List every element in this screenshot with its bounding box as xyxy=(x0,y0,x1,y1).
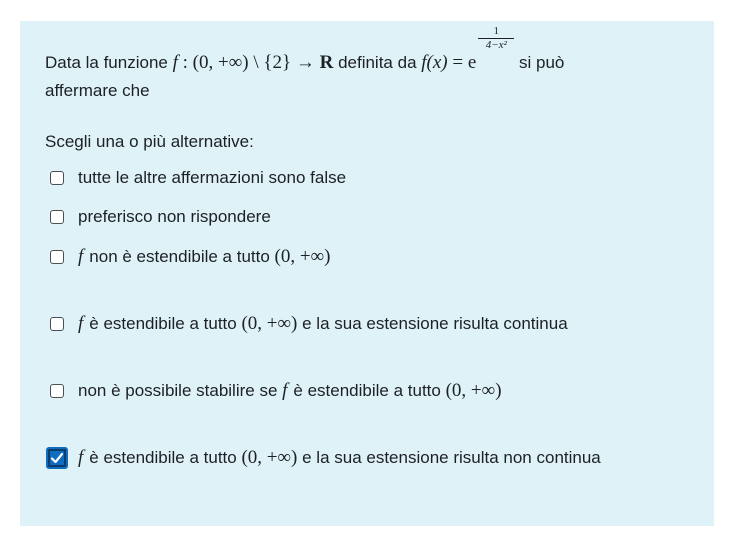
option-6-label xyxy=(78,447,601,469)
option-3-checkbox[interactable] xyxy=(50,250,64,264)
defined-by-text: definita da xyxy=(333,53,422,72)
option-3-text: non è estendibile a tutto xyxy=(89,247,270,266)
option-6-tail: e la sua estensione risulta non continua xyxy=(297,448,601,467)
option-4-checkbox[interactable] xyxy=(50,317,64,331)
question-line2: affermare che xyxy=(45,81,150,100)
option-4-interval: (0, +∞) xyxy=(241,313,298,334)
option-3-interval: (0, +∞) xyxy=(274,246,331,267)
option-4-f: f xyxy=(78,313,84,334)
option-4-text: è estendibile a tutto xyxy=(89,314,237,333)
option-1-label: tutte le altre affermazioni sono false xyxy=(78,168,347,187)
exponent-denominator: 4−x² xyxy=(485,39,507,51)
option-6[interactable] xyxy=(50,447,601,469)
option-6-interval: (0, +∞) xyxy=(241,447,298,468)
option-5-interval: (0, +∞) xyxy=(445,380,502,401)
option-2-checkbox[interactable] xyxy=(50,210,64,224)
exponent-fraction xyxy=(476,25,514,68)
option-4-label xyxy=(78,313,568,335)
answer-prompt: Scegli una o più alternative: xyxy=(45,132,254,151)
question-intro: Data la funzione xyxy=(45,53,168,72)
option-5-label xyxy=(78,380,502,402)
function-expression: f(x) xyxy=(421,52,448,73)
option-4[interactable] xyxy=(50,313,568,335)
equals-e: = e xyxy=(447,52,477,73)
option-6-checkbox-checked[interactable] xyxy=(46,447,68,469)
option-5-text2: è estendibile a tutto xyxy=(293,381,441,400)
function-codomain: R xyxy=(319,52,334,73)
option-5-f: f xyxy=(282,380,288,401)
option-6-text: è estendibile a tutto xyxy=(89,448,237,467)
option-5-checkbox[interactable] xyxy=(50,384,64,398)
option-5[interactable] xyxy=(50,380,502,402)
exponent-numerator: 1 xyxy=(478,25,514,39)
option-1-checkbox[interactable] xyxy=(50,171,64,185)
question-panel xyxy=(20,21,714,526)
option-1[interactable] xyxy=(50,168,346,188)
option-3-f: f xyxy=(78,246,84,267)
function-symbol: f xyxy=(172,52,178,73)
function-domain: (0, +∞) \ {2} → xyxy=(192,52,320,73)
option-5-text: non è possibile stabilire se xyxy=(78,381,278,400)
option-4-tail: e la sua estensione risulta continua xyxy=(297,314,568,333)
question-tail: si può xyxy=(514,53,565,72)
question-text xyxy=(45,25,695,105)
option-2-label: preferisco non rispondere xyxy=(78,207,271,226)
option-3-label xyxy=(78,246,330,268)
checkmark-icon xyxy=(50,451,64,465)
option-6-f: f xyxy=(78,447,84,468)
option-2[interactable] xyxy=(50,207,271,227)
colon-symbol: : xyxy=(177,52,193,73)
option-3[interactable] xyxy=(50,246,330,268)
